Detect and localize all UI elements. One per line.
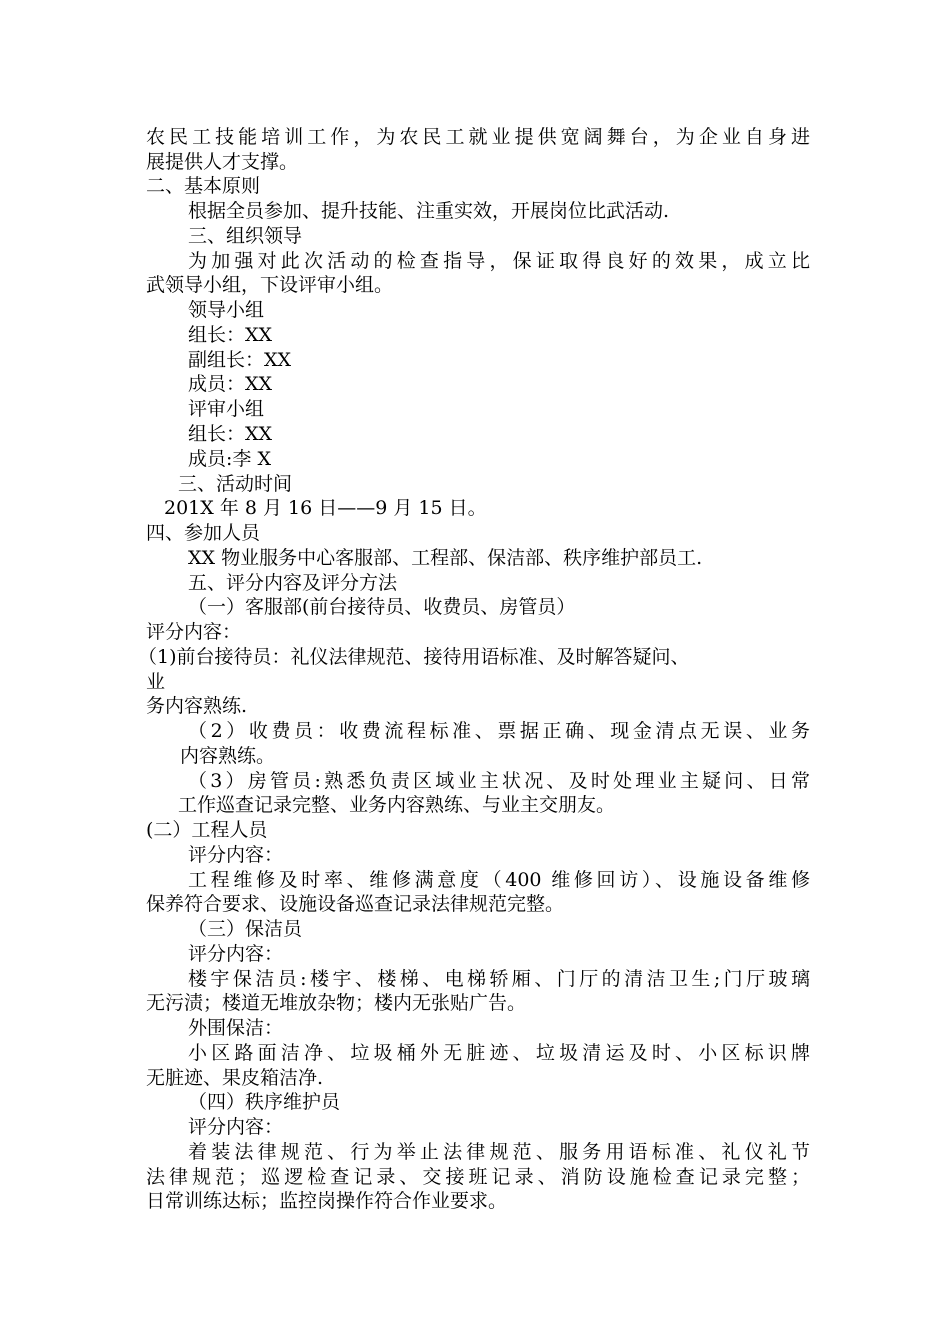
- text-line: 评分内容：: [146, 621, 242, 643]
- text-line: 201X 年 8 月 16 日——9 月 15 日。: [164, 497, 487, 519]
- text-line: 组长：XX: [188, 324, 273, 346]
- text-line: 二、基本原则: [146, 175, 261, 197]
- text-line: 内容熟练。: [180, 745, 276, 767]
- text-line: 三、组织领导: [188, 225, 303, 247]
- text-line: 外围保洁：: [188, 1017, 284, 1039]
- text-line: 着装法律规范、行为举止法律规范、服务用语标准、礼仪礼节: [188, 1141, 810, 1163]
- text-line: 工作巡查记录完整、业务内容熟练、与业主交朋友。: [178, 794, 616, 816]
- text-line: 保养符合要求、设施设备巡查记录法律规范完整。: [146, 893, 565, 915]
- text-line: 评审小组: [188, 398, 265, 420]
- text-line: 农民工技能培训工作，为农民工就业提供宽阔舞台，为企业自身进: [146, 126, 810, 148]
- text-line: 日常训练达标；监控岗操作符合作业要求。: [146, 1190, 508, 1212]
- text-line: 无脏迹、果皮箱洁净.: [146, 1067, 324, 1089]
- text-line: （2）收费员：收费流程标准、票据正确、现金清点无误、业务: [188, 720, 810, 742]
- text-line: 工程维修及时率、维修满意度（400 维修回访）、设施设备维修: [188, 869, 810, 891]
- text-line: （3）房管员:熟悉负责区域业主状况、及时处理业主疑问、日常: [188, 770, 810, 792]
- text-line: 展提供人才支撑。: [146, 151, 299, 173]
- text-line: 组长：XX: [188, 423, 273, 445]
- text-line: XX 物业服务中心客服部、工程部、保洁部、秩序维护部员工.: [188, 547, 703, 569]
- text-line: （一）客服部(前台接待员、收费员、房管员）: [188, 596, 576, 618]
- text-line: 成员:李 X: [188, 448, 271, 470]
- text-line: 根据全员参加、提升技能、注重实效，开展岗位比武活动.: [188, 200, 670, 222]
- text-line: （1)前台接待员：礼仪法律规范、接待用语标准、及时解答疑问、: [138, 646, 690, 668]
- text-line: 成员：XX: [188, 373, 273, 395]
- text-line: （四）秩序维护员: [188, 1091, 341, 1113]
- text-line: 三、活动时间: [178, 473, 293, 495]
- text-line: 为加强对此次活动的检查指导，保证取得良好的效果，成立比: [188, 250, 810, 272]
- text-line: 四、参加人员: [146, 522, 261, 544]
- text-line: 楼宇保洁员:楼宇、楼梯、电梯轿厢、门厅的清洁卫生;门厅玻璃: [188, 968, 810, 990]
- text-line: 武领导小组，下设评审小组。: [146, 274, 394, 296]
- text-line: 业: [146, 671, 166, 693]
- text-line: （三）保洁员: [188, 918, 303, 940]
- text-line: 务内容熟练.: [146, 695, 248, 717]
- text-line: 小区路面洁净、垃圾桶外无脏迹、垃圾清运及时、小区标识牌: [188, 1042, 810, 1064]
- text-line: 无污渍；楼道无堆放杂物；楼内无张贴广告。: [146, 992, 527, 1014]
- text-line: 评分内容：: [188, 1116, 284, 1138]
- text-line: 法律规范；巡逻检查记录、交接班记录、消防设施检查记录完整；: [146, 1166, 810, 1188]
- text-line: 副组长：XX: [188, 349, 292, 371]
- text-line: 评分内容：: [188, 943, 284, 965]
- text-line: (二）工程人员: [146, 819, 268, 841]
- text-line: 五、评分内容及评分方法: [188, 572, 398, 594]
- text-line: 评分内容：: [188, 844, 284, 866]
- text-line: 领导小组: [188, 299, 265, 321]
